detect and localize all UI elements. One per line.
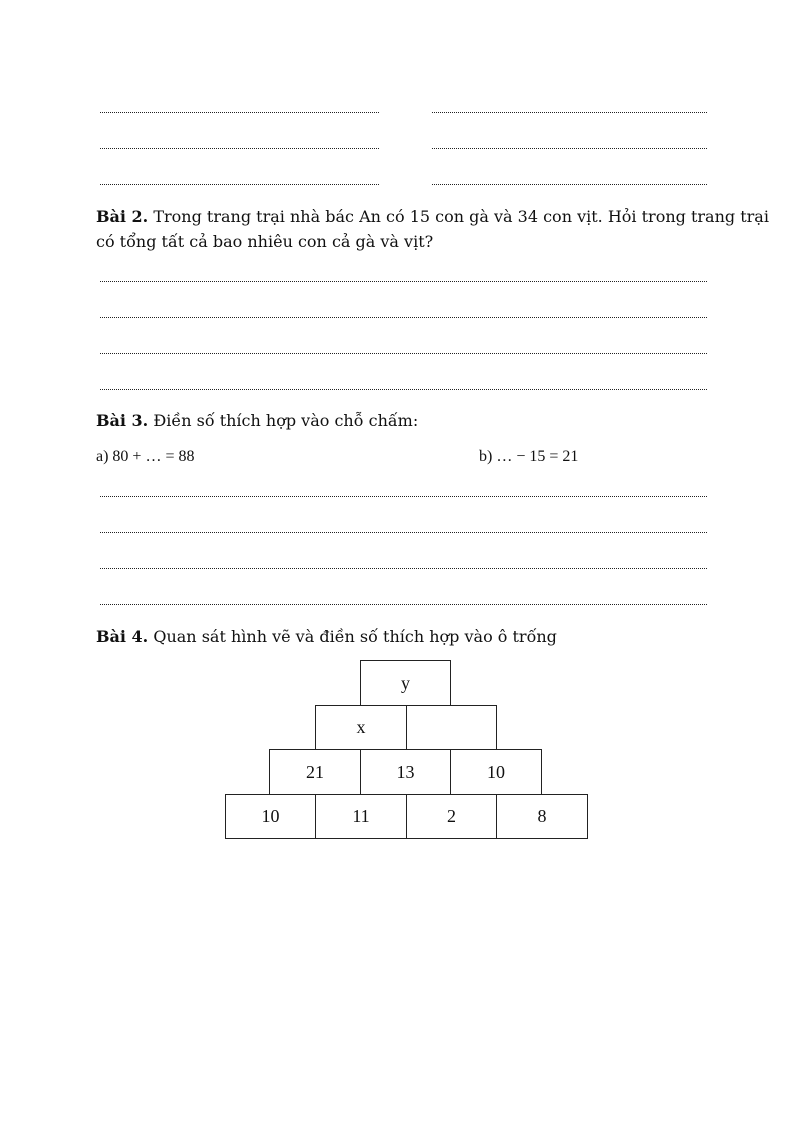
bai2-answer-line-2 bbox=[100, 317, 707, 318]
answer-line-left-2 bbox=[100, 148, 379, 149]
bai4-text: Quan sát hình vẽ và điền số thích hợp vào ô trống bbox=[153, 627, 557, 646]
bai2-label: Bài 2. bbox=[96, 207, 149, 226]
pyramid-cell-row3-3: 10 bbox=[450, 749, 542, 795]
pyramid-cell-y: y bbox=[360, 660, 451, 706]
bai3-answer-line-1 bbox=[100, 496, 707, 497]
bai2-text-line1: Trong trang trại nhà bác An có 15 con gà và 34 con vịt. Hỏi trong trang trại bbox=[153, 207, 769, 226]
bai3-part-b: b) … − 15 = 21 bbox=[479, 448, 579, 465]
bai3-answer-line-4 bbox=[100, 604, 707, 605]
bai3-question bbox=[96, 409, 418, 433]
bai3-text: Điền số thích hợp vào chỗ chấm: bbox=[153, 411, 419, 430]
pyramid-cell-empty[interactable] bbox=[406, 705, 497, 750]
bai3-label: Bài 3. bbox=[96, 411, 149, 430]
bai3-answer-line-2 bbox=[100, 532, 707, 533]
pyramid-cell-row4-2: 11 bbox=[315, 794, 407, 839]
bai3-answer-line-3 bbox=[100, 568, 707, 569]
bai2-answer-line-3 bbox=[100, 353, 707, 354]
bai2-question-line2: có tổng tất cả bao nhiêu con cả gà và vịt? bbox=[96, 232, 434, 251]
bai2-answer-line-4 bbox=[100, 389, 707, 390]
answer-line-right-2 bbox=[432, 148, 707, 149]
bai2-answer-line-1 bbox=[100, 281, 707, 282]
pyramid-cell-row4-4: 8 bbox=[496, 794, 588, 839]
pyramid-cell-row4-3: 2 bbox=[406, 794, 497, 839]
bai2-question-line1 bbox=[96, 205, 769, 229]
bai3-part-a: a) 80 + … = 88 bbox=[96, 448, 195, 465]
pyramid-cell-row3-1: 21 bbox=[269, 749, 361, 795]
answer-line-right-3 bbox=[432, 184, 707, 185]
answer-line-right-1 bbox=[432, 112, 707, 113]
bai4-label: Bài 4. bbox=[96, 627, 149, 646]
answer-line-left-3 bbox=[100, 184, 379, 185]
bai4-question bbox=[96, 625, 557, 649]
answer-line-left-1 bbox=[100, 112, 379, 113]
pyramid-cell-row4-1: 10 bbox=[225, 794, 316, 839]
pyramid-cell-row3-2: 13 bbox=[360, 749, 451, 795]
pyramid-cell-x: x bbox=[315, 705, 407, 750]
